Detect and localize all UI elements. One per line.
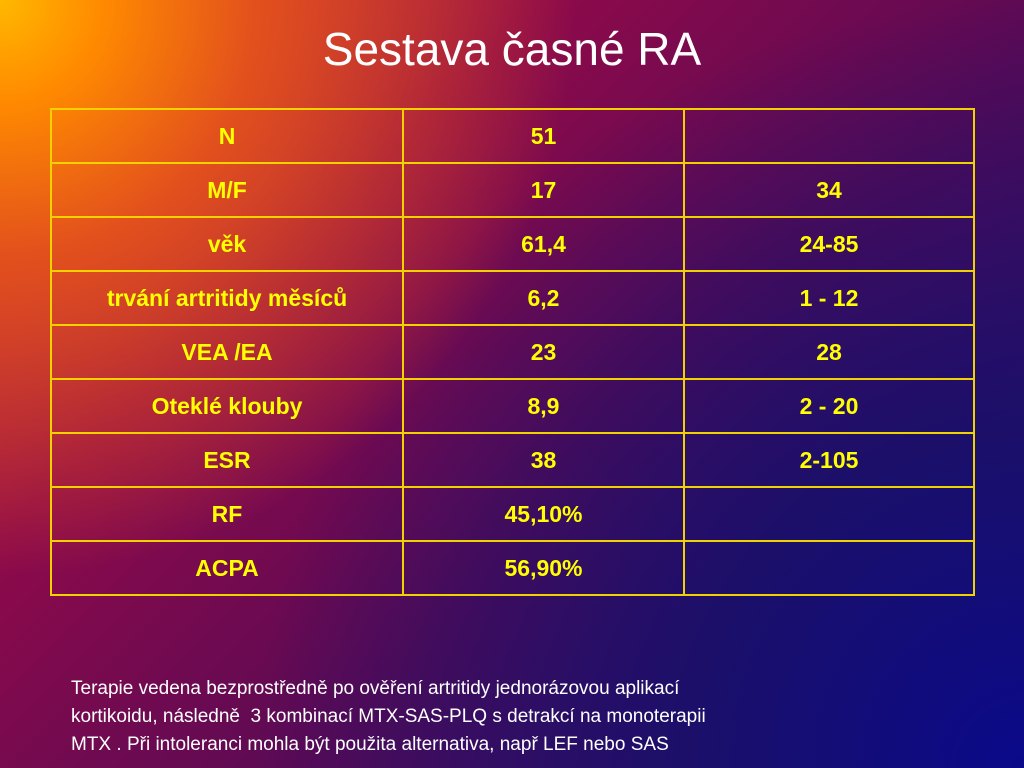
range-cell: 28 bbox=[684, 325, 974, 379]
row-label-cell: VEA /EA bbox=[51, 325, 403, 379]
data-table bbox=[50, 108, 975, 596]
range-cell: 2 - 20 bbox=[684, 379, 974, 433]
value-cell: 17 bbox=[403, 163, 684, 217]
table-row bbox=[51, 433, 974, 487]
row-label-cell: Oteklé klouby bbox=[51, 379, 403, 433]
table-row bbox=[51, 487, 974, 541]
row-label-cell: N bbox=[51, 109, 403, 163]
range-cell: 34 bbox=[684, 163, 974, 217]
row-label-cell: RF bbox=[51, 487, 403, 541]
value-cell: 56,90% bbox=[403, 541, 684, 595]
row-label-cell: věk bbox=[51, 217, 403, 271]
table-row bbox=[51, 325, 974, 379]
range-cell: 24-85 bbox=[684, 217, 974, 271]
row-label-cell: trvání artritidy měsíců bbox=[51, 271, 403, 325]
table-row bbox=[51, 379, 974, 433]
footnote-line: MTX . Při intoleranci mohla být použita alternativa, např LEF nebo SAS bbox=[71, 734, 669, 755]
table-row bbox=[51, 271, 974, 325]
range-cell: 2-105 bbox=[684, 433, 974, 487]
table-row bbox=[51, 163, 974, 217]
range-cell bbox=[684, 487, 974, 541]
value-cell: 51 bbox=[403, 109, 684, 163]
table-row bbox=[51, 109, 974, 163]
value-cell: 38 bbox=[403, 433, 684, 487]
value-cell: 6,2 bbox=[403, 271, 684, 325]
table-row bbox=[51, 541, 974, 595]
value-cell: 8,9 bbox=[403, 379, 684, 433]
row-label-cell: M/F bbox=[51, 163, 403, 217]
table-row bbox=[51, 217, 974, 271]
slide-title: Sestava časné RA bbox=[322, 23, 702, 75]
value-cell: 45,10% bbox=[403, 487, 684, 541]
range-cell bbox=[684, 541, 974, 595]
row-label-cell: ACPA bbox=[51, 541, 403, 595]
row-label-cell: ESR bbox=[51, 433, 403, 487]
value-cell: 61,4 bbox=[403, 217, 684, 271]
footnote-line: kortikoidu, následně 3 kombinací MTX-SAS-PLQ s detrakcí na monoterapii bbox=[71, 706, 706, 727]
range-cell: 1 - 12 bbox=[684, 271, 974, 325]
therapy-footnote bbox=[71, 675, 971, 759]
footnote-line: Terapie vedena bezprostředně po ověření artritidy jednorázovou aplikací bbox=[71, 678, 680, 699]
value-cell: 23 bbox=[403, 325, 684, 379]
range-cell bbox=[684, 109, 974, 163]
